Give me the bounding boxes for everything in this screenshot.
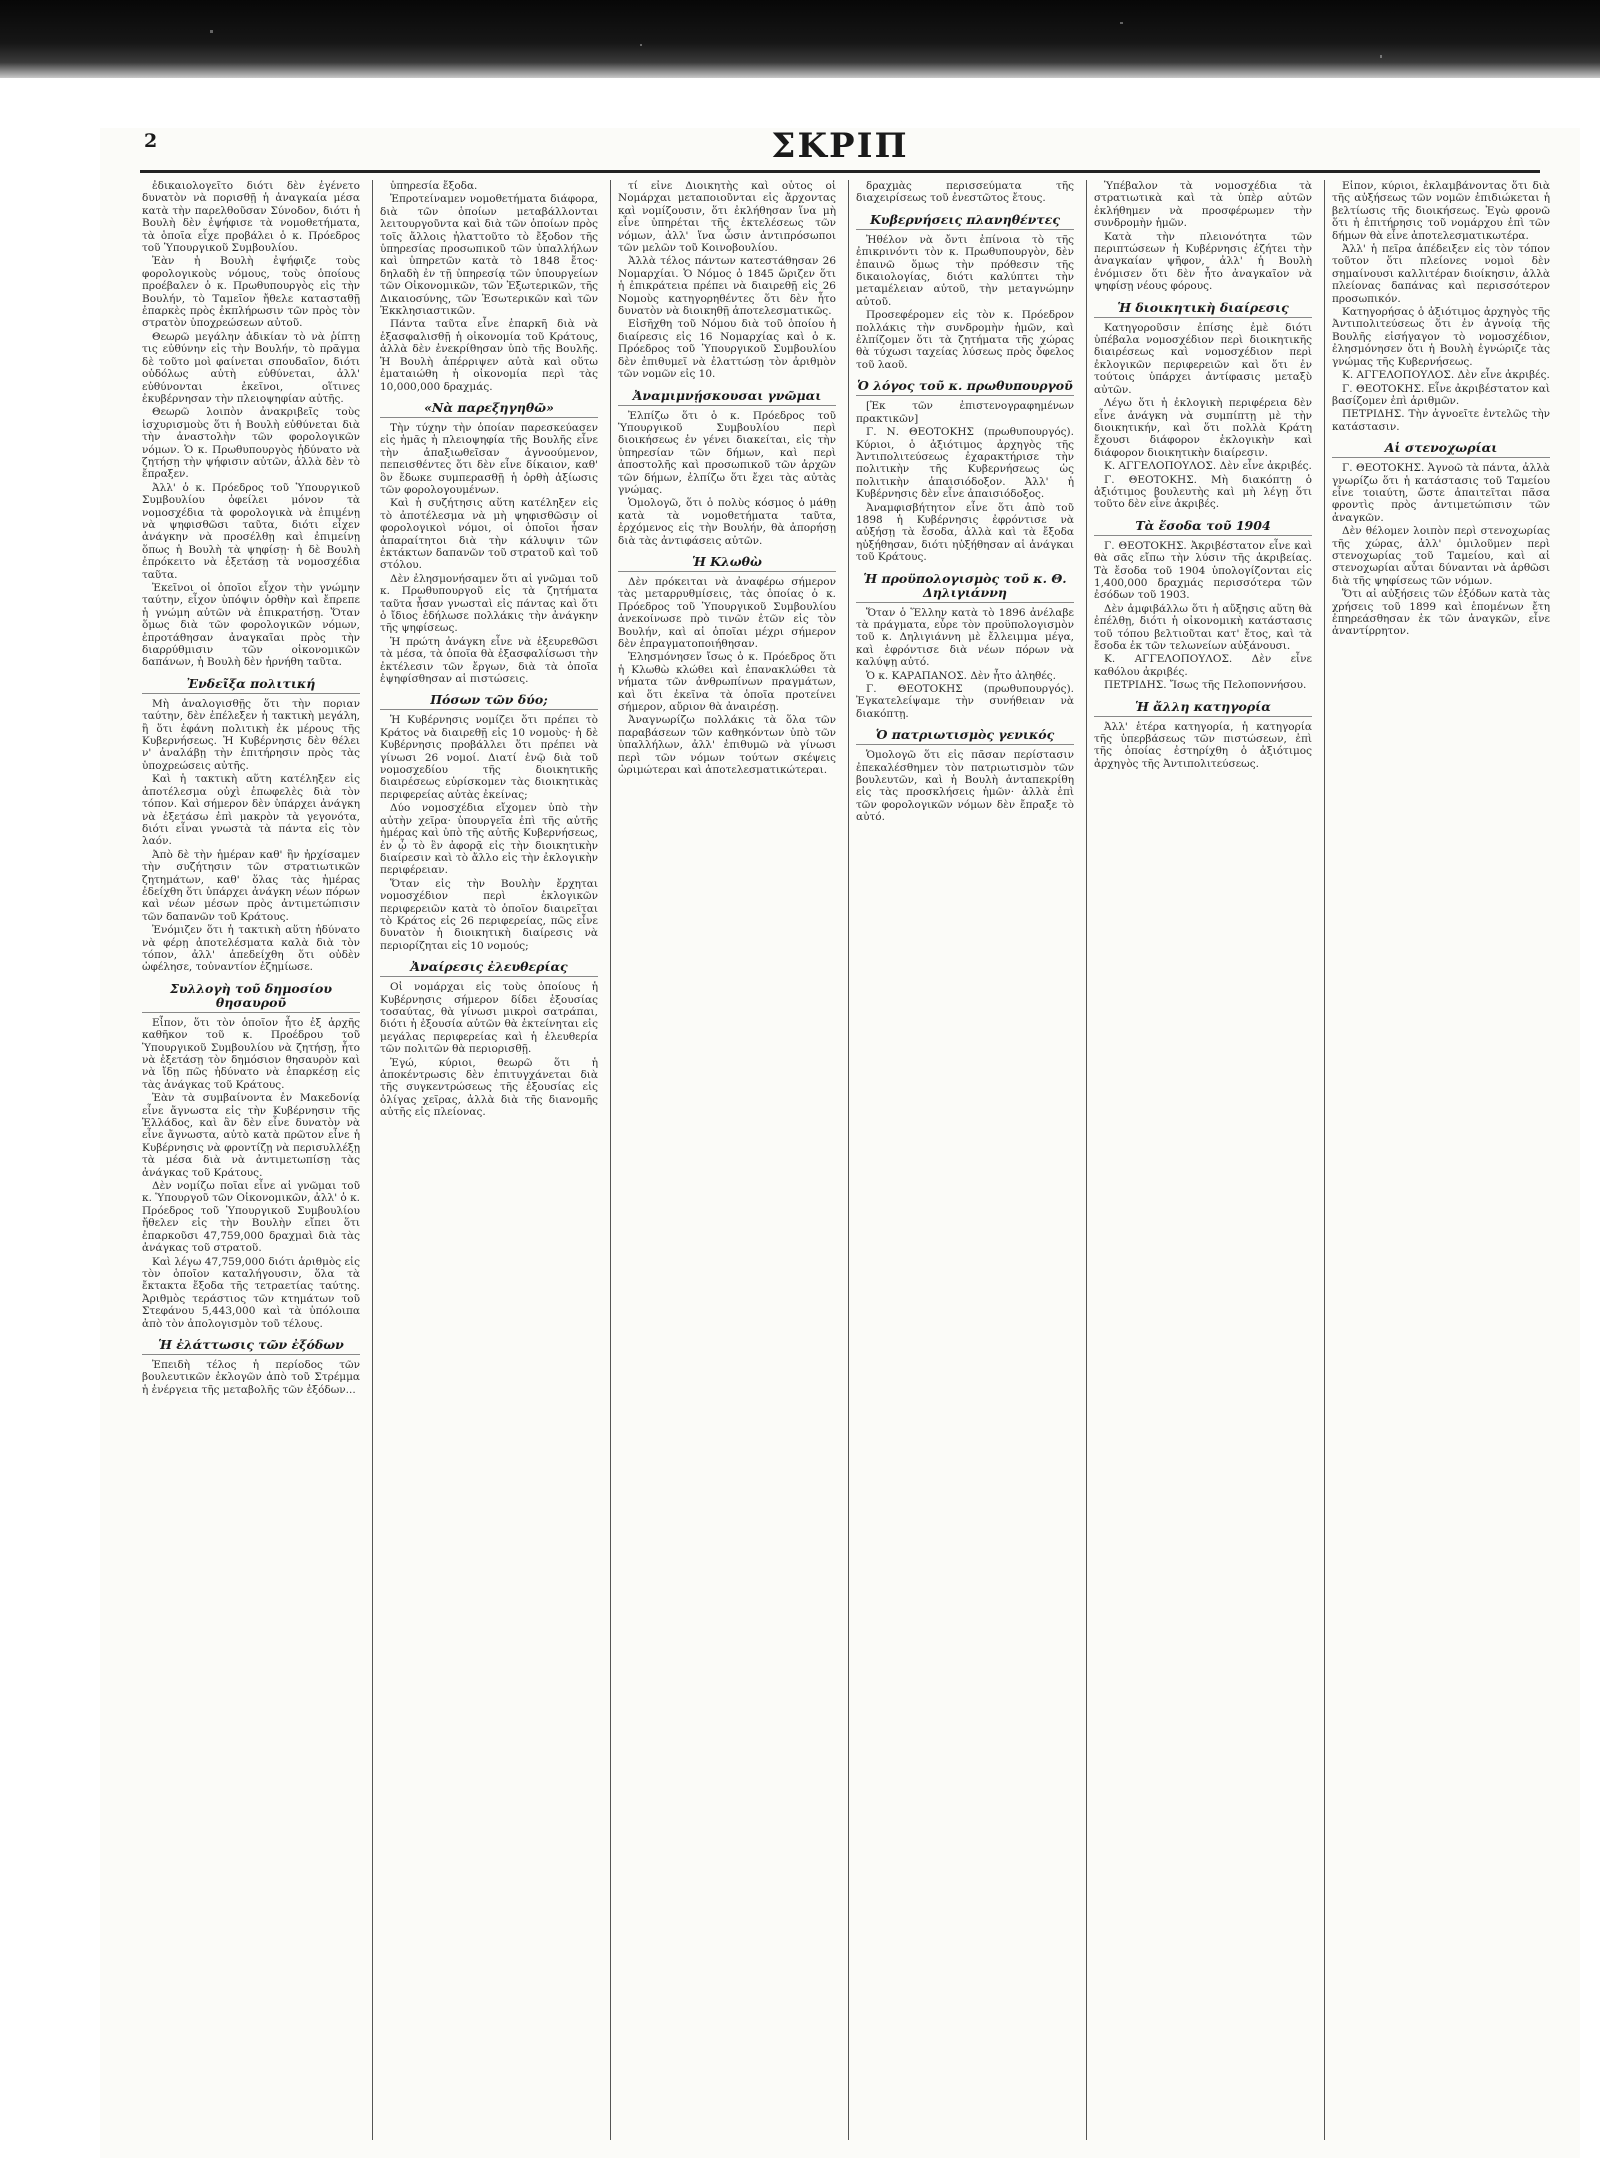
article-paragraph: Ὁ κ. ΚΑΡΑΠΑΝΟΣ. Δὲν ἦτο ἀληθές.: [866, 669, 1057, 682]
article-paragraph: Ὑπέβαλον τὰ νομοσχέδια τὰ στρατιωτικὰ καὶ τὰ ὑπὲρ αὐτῶν ἐκλήθημεν νὰ προσφέρωμεν τὴν συνδρομὴν ἡμῶν.: [1094, 180, 1312, 230]
article-paragraph: δραχμὰς περισσεύματα τῆς διαχειρίσεως τοῦ ἐνεστῶτος ἔτους.: [856, 180, 1074, 205]
article-paragraph: Καὶ ἡ τακτικὴ αὕτη κατέληξεν εἰς ἀποτέλεσμα οὐχὶ ἐπωφελὲς διὰ τὸν τόπον. Καὶ σήμερον δὲν ὑπάρχει ἀνάγκη νὰ ἐξετάσω ἐπὶ μακρὸν τὰ γεγονότα, διότι εἶναι γνωστὰ τὰ πάντα εἰς τὸν λαόν.: [142, 773, 360, 848]
article-paragraph: Εἶπον, ὅτι τὸν ὁποῖον ἦτο ἐξ ἀρχῆς καθῆκον τοῦ κ. Προέδρου τοῦ Ὑπουργικοῦ Συμβουλίου νὰ ζητήσῃ, ἦτο νὰ ἐξετάσῃ τὸν δημόσιον θησαυρὸν καὶ νὰ ἴδῃ πῶς ἠδύνατο νὰ ἐπαρκέσῃ εἰς τὰς ἀνάγκας τοῦ Κράτους.: [142, 1016, 360, 1091]
article-paragraph: Εἶπον, κύριοι, ἐκλαμβάνοντας ὅτι διὰ τῆς αὐξήσεως τῶν νομῶν ἐπιδιώκεται ἡ βελτίωσις τῆς διοικήσεως. Ἐγὼ φρονῶ ὅτι ἡ ἐπιτήρησις τοῦ νομάρχου ἐπὶ τῶν δήμων θὰ εἶνε ἀποτελεσματικωτέρα.: [1332, 180, 1550, 242]
page-number: 2: [144, 130, 158, 152]
article-paragraph: Δύο νομοσχέδια εἴχομεν ὑπὸ τὴν αὐτὴν χεῖρα· ὑπουργεῖα ἐπὶ τῆς αὐτῆς ἡμέρας καὶ ὑπὸ τῆς αὐτῆς Κυβερνήσεως, ἐν ᾧ τὸ ἓν ἀφορᾷ εἰς τὴν διοικητικὴν διαίρεσιν καὶ τὸ ἄλλο εἰς τὴν ἐκλογικὴν περιφέρειαν.: [380, 802, 598, 877]
section-heading: Αἱ στενοχωρίαι: [1332, 441, 1550, 458]
section-heading: Ἐνδεῖξα πολιτική: [142, 677, 360, 694]
article-paragraph: Ἐγώ, κύριοι, θεωρῶ ὅτι ἡ ἀποκέντρωσις δὲν ἐπιτυγχάνεται διὰ τῆς συγκεντρώσεως τῆς ἐξουσίας εἰς ὀλίγας χεῖρας, ἀλλὰ διὰ τῆς διανομῆς αὐτῆς εἰς πλείονας.: [380, 1056, 598, 1119]
article-paragraph: Ὅταν εἰς τὴν Βουλὴν ἔρχηται νομοσχέδιον περὶ ἐκλογικῶν περιφερειῶν κατὰ τὸ ὁποῖον διαιρεῖται τὸ Κράτος εἰς 26 περιφερείας, πῶς εἶνε δυνατὸν ἡ διοικητικὴ διαίρεσις νὰ περιορίζηται εἰς 10 νομούς;: [380, 877, 598, 952]
article-paragraph: ἐδικαιολογεῖτο διότι δὲν ἐγένετο δυνατὸν νὰ πορισθῇ ἡ ἀναγκαία μέσα κατὰ τὴν παρελθοῦσαν Σύνοδον, διότι ἡ Βουλὴ δὲν ἐψήφισε τὰ νομοθετήματα, τὰ ὁποῖα εἶχε προβάλει ὁ κ. Πρόεδρος τοῦ Ὑπουργικοῦ Συμβουλίου.: [142, 180, 360, 255]
column-4: [856, 180, 1074, 2148]
section-heading: Συλλογὴ τοῦ δημοσίου θησαυροῦ: [142, 982, 360, 1013]
article-paragraph: Πάντα ταῦτα εἶνε ἐπαρκῆ διὰ νὰ ἐξασφαλισθῇ ἡ οἰκονομία τοῦ Κράτους, ἀλλὰ δὲν ἐνεκρίθησαν ὑπὸ τῆς Βουλῆς. Ἡ Βουλὴ ἀπέρριψεν αὐτὰ καὶ οὕτω ἐματαιώθη ἡ οἰκονομία περὶ τὰς 10,000,000 δραχμάς.: [380, 318, 598, 393]
article-paragraph: Κατηγοροῦσιν ἐπίσης ἐμὲ διότι ὑπέβαλα νομοσχέδιον περὶ διοικητικῆς διαιρέσεως καὶ νομοσχέδιον περὶ ἐκλογικῶν περιφερειῶν καὶ ὅτι ἐν τούτοις ὑπάρχει ἀντίφασις μεταξὺ αὐτῶν.: [1094, 321, 1312, 396]
article-paragraph: Δὲν ἐλησμονήσαμεν ὅτι αἱ γνῶμαι τοῦ κ. Πρωθυπουργοῦ εἰς τὰ ζητήματα ταῦτα ἦσαν γνωσταὶ εἰς πάντας καὶ ὅτι ὁ ἴδιος ἐδήλωσε πολλάκις τὴν ἀνάγκην τῆς ψηφίσεως.: [380, 572, 598, 635]
column-5: [1094, 180, 1312, 2148]
article-paragraph: Ἡ Κυβέρνησις νομίζει ὅτι πρέπει τὸ Κράτος νὰ διαιρεθῇ εἰς 10 νομοὺς· ἡ δὲ Κυβέρνησις προβάλλει ὅτι πρέπει νὰ γίνωσι 26 νομοί. Διατί ἐνῷ διὰ τοῦ νομοσχεδίου τῆς διοικητικῆς διαιρέσεως εὑρίσκομεν τὰς διοικητικὰς περιφερείας αὐτὰς ἐκείνας;: [380, 714, 598, 801]
masthead: [100, 128, 1580, 168]
article-paragraph: ΠΕΤΡΙΔΗΣ. Ἴσως τῆς Πελοποννήσου.: [1104, 679, 1307, 692]
column-divider: [610, 180, 611, 2140]
column-divider: [372, 180, 373, 2140]
article-paragraph: Καὶ ἡ συζήτησις αὕτη κατέληξεν εἰς τὸ ἀποτέλεσμα νὰ μὴ ψηφισθῶσιν οἱ φορολογικοὶ νόμοι, οἱ ὁποῖοι ἦσαν ἀπαραίτητοι διὰ τὴν κάλυψιν τῶν ἐκτάκτων δαπανῶν τοῦ στρατοῦ καὶ τοῦ στόλου.: [380, 497, 598, 572]
column-divider: [1086, 180, 1087, 2140]
article-paragraph: Κατὰ τὴν πλειονότητα τῶν περιπτώσεων ἡ Κυβέρνησις ἐζήτει τὴν ἀναγκαίαν ψῆφον, ἀλλ' ἡ Βουλὴ ἐνόμισεν ὅτι δὲν ἦτο ἀναγκαῖον νὰ ψηφίσῃ νέους φόρους.: [1094, 230, 1312, 293]
newspaper-title: ΣΚΡΙΠ: [771, 126, 909, 166]
article-paragraph: Καὶ λέγω 47,759,000 διότι ἀριθμὸς εἰς τὸν ὁποῖον καταλήγουσιν, ὅλα τὰ ἔκτακτα ἔξοδα τῆς τετραετίας ταύτης. Ἀριθμὸς τεράστιος τῶν κτημάτων τοῦ Στεφάνου 5,443,000 καὶ τὰ ὑπόλοιπα ἀπὸ τὸν ἀπολογισμὸν τοῦ τέλους.: [142, 1255, 360, 1330]
article-paragraph: Ἀλλ' ἑτέρα κατηγορία, ἡ κατηγορία τῆς ὑπερβάσεως τῶν πιστώσεων, ἐπὶ τῆς ὁποίας ἐστηρίχθη ὁ ἀξιότιμος ἀρχηγὸς τῆς Ἀντιπολιτεύσεως.: [1094, 720, 1312, 770]
article-paragraph: Ἐπροτείναμεν νομοθετήματα διάφορα, διὰ τῶν ὁποίων μεταβάλλονται λειτουργοῦντα καὶ διὰ τῶν ὁποίων πρὸς τοῖς ἄλλοις ἠλαττοῦτο τὸ ἔξοδον τῆς ὑπηρεσίας προσωπικοῦ τῶν ὑπαλλήλων καὶ ὑπηρετῶν κατὰ τὸ 1848 ἔτος· δηλαδὴ ἐν τῇ ὑπηρεσίᾳ τῶν ὑπουργείων τῶν Οἰκονομικῶν, τῶν Ἐξωτερικῶν, τῆς Δικαιοσύνης, τῶν Ἐσωτερικῶν καὶ τῶν Ἐκκλησιαστικῶν.: [380, 193, 598, 318]
header-rule: [140, 170, 1540, 173]
article-paragraph: Δὲν θέλομεν λοιπὸν περὶ στενοχωρίας τῆς χώρας, ἀλλ' ὁμιλοῦμεν περὶ στενοχωρίας τοῦ Ταμείου, καὶ αἱ στενοχωρίαι αὗται δύνανται νὰ ἀρθῶσι διὰ τῆς ψηφίσεως τῶν νόμων.: [1332, 525, 1550, 587]
section-heading: Ἡ διοικητικὴ διαίρεσις: [1094, 301, 1312, 318]
column-3: [618, 180, 836, 2148]
section-heading: «Νὰ παρεξηγηθῶ»: [380, 401, 598, 418]
section-heading: Ἀναίρεσις ἐλευθερίας: [380, 960, 598, 977]
article-paragraph: Γ. ΘΕΟΤΟΚΗΣ. Εἶνε ἀκριβέστατον καὶ βασίζομεν ἐπὶ ἀριθμῶν.: [1332, 382, 1550, 407]
article-paragraph: τί εἶνε Διοικητὴς καὶ οὗτος οἱ Νομάρχαι μεταποιοῦνται εἰς ἄρχοντας καὶ νομίζουσιν, ὅτι ἐκλήθησαν ἵνα μὴ εἶνε ὑπηρέται τῆς ἐκτελέσεως τῶν νόμων, ἀλλ' ἵνα ὦσιν ἀντιπρόσωποι τῶν μελῶν τοῦ Κοινοβουλίου.: [618, 180, 836, 255]
article-paragraph: Γ. ΘΕΟΤΟΚΗΣ. Ἀκριβέστατον εἶνε καὶ θὰ σᾶς εἴπω τὴν λύσιν τῆς ἀκριβείας. Τὰ ἔσοδα τοῦ 1904 ὑπολογίζονται εἰς 1,400,000 δραχμάς περισσότερα τῶν ἐσόδων τοῦ 1903.: [1094, 539, 1312, 602]
article-paragraph: Ἀπὸ δὲ τὴν ἡμέραν καθ' ἣν ἠρχίσαμεν τὴν συζήτησιν τῶν στρατιωτικῶν ζητημάτων, καθ' ὅλας τὰς ἡμέρας ἐδείχθη ὅτι ὑπάρχει ἀνάγκη νέων πόρων καὶ νέων μέσων πρὸς ἀντιμετώπισιν τῶν δαπανῶν τοῦ Κράτους.: [142, 848, 360, 923]
article-paragraph: Ἐὰν τὰ συμβαίνοντα ἐν Μακεδονίᾳ εἶνε ἄγνωστα εἰς τὴν Κυβέρνησιν τῆς Ἑλλάδος, καὶ ἂν δὲν εἶνε δυνατὸν νὰ εἶνε ἄγνωστα, αὐτὸ κατὰ πρῶτον εἶνε ἡ Κυβέρνησις νὰ φροντίζῃ νὰ περισυλλέξῃ τὰ μέσα διὰ νὰ ἀντιμετωπίσῃ τὰς ἀνάγκας τοῦ Κράτους.: [142, 1092, 360, 1179]
article-paragraph: Ἐλησμόνησεν ἴσως ὁ κ. Πρόεδρος ὅτι ἡ Κλωθὼ κλώθει καὶ ἐπανακλώθει τὰ νήματα τῶν ἀνθρωπίνων πραγμάτων, καὶ ὅτι ἐκεῖνα τὰ ὁποῖα προτείνει σήμερον, αὔριον θὰ ἀναιρέσῃ.: [618, 651, 836, 714]
article-paragraph: Ὅτι αἱ αὐξήσεις τῶν ἐξόδων κατὰ τὰς χρήσεις τοῦ 1899 καὶ ἑπομένων ἔτη ἐπηρεάσθησαν ἐκ τῶν ἀναγκῶν, εἶνε ἀναντίρρητον.: [1332, 588, 1550, 638]
article-paragraph: Γ. ΘΕΟΤΟΚΗΣ (πρωθυπουργός). Ἐγκατελείψαμε τὴν συνήθειαν νὰ διακόπτῃ.: [856, 683, 1074, 720]
article-paragraph: Ὁμολογῶ ὅτι εἰς πᾶσαν περίστασιν ἐπεκαλέσθημεν τὸν πατριωτισμὸν τῶν βουλευτῶν, καὶ ἡ Βουλὴ ἀνταπεκρίθη εἰς τὰς προσκλήσεις ἡμῶν· ἀλλὰ ἐπὶ τῶν φορολογικῶν νόμων δὲν ἔπραξε τὸ αὐτό.: [856, 749, 1074, 824]
section-heading: Ἡ προϋπολογισμὸς τοῦ κ. Θ. Δηλιγιάννη: [856, 572, 1074, 603]
article-paragraph: Μὴ ἀναλογισθῇς ὅτι τὴν ποριαν ταύτην, δὲν ἐπέλεξεν ἡ τακτικὴ μεγάλη, ἢ ὅτι ἐφάνη πολιτικὴ ἐκ μέρους τῆς Κυβερνήσεως. Ἡ Κυβέρνησις δὲν θέλει ν' ἀναλάβῃ τὴν ἐπιτήρησιν πρὸς τὰς ὑποχρεώσεις αὐτῆς.: [142, 697, 360, 772]
section-heading: Ἡ ἄλλη κατηγορία: [1094, 700, 1312, 717]
article-paragraph: Ἀναγνωρίζω πολλάκις τὰ ὅλα τῶν παραβάσεων τῶν καθηκόντων ὑπὸ τῶν ὑπαλλήλων, ἀλλ' ἐπιθυμῶ νὰ γίνωσι περὶ τῶν νόμων τούτων σκέψεις ὡριμώτεραι καὶ ἀποτελεσματικώτεραι.: [618, 714, 836, 777]
article-paragraph: Ἡ πρώτη ἀνάγκη εἶνε νὰ ἐξευρεθῶσι τὰ μέσα, τὰ ὁποῖα θὰ ἐξασφαλίσωσι τὴν ἐκτέλεσιν τῶν ἔργων, διὰ τὰ ὁποῖα ἐψηφίσθησαν αἱ πιστώσεις.: [380, 635, 598, 686]
article-paragraph: Κατηγορήσας ὁ ἀξιότιμος ἀρχηγὸς τῆς Ἀντιπολιτεύσεως ὅτι ἐν ἀγνοίᾳ τῆς Βουλῆς εἰσήγαγον τὸ νομοσχέδιον, ἐλησμόνησεν ὅτι ἡ Βουλὴ ἐγνώριζε τὰς γνώμας τῆς Κυβερνήσεως.: [1332, 306, 1550, 368]
article-paragraph: Δὲν πρόκειται νὰ ἀναφέρω σήμερον τὰς μεταρρυθμίσεις, τὰς ὁποίας ὁ κ. Πρόεδρος τοῦ Ὑπουργικοῦ Συμβουλίου ἀνεκοίνωσε πρὸ τινῶν ἐτῶν εἰς τὸν Βουλήν, καὶ αἱ ὁποῖαι μέχρι σήμερον δὲν ἐπραγματοποιήθησαν.: [618, 575, 836, 650]
section-heading: Ὁ πατριωτισμὸς γενικός: [856, 728, 1074, 745]
column-1: [142, 180, 360, 2148]
article-paragraph: Ἀλλ' ἡ πεῖρα ἀπέδειξεν εἰς τὸν τόπον τοῦτον ὅτι πλείονες νομοὶ δὲν σημαίνουσι καλλιτέραν διοίκησιν, ἀλλὰ πλείονας δαπάνας καὶ περισσότερον προσωπικόν.: [1332, 243, 1550, 305]
section-heading: Κυβερνήσεις πλανηθέντες: [856, 213, 1074, 230]
article-paragraph: Κ. ΑΓΓΕΛΟΠΟΥΛΟΣ. Δὲν εἶνε ἀκριβές.: [1342, 369, 1550, 382]
article-paragraph: Ἀλλὰ τέλος πάντων κατεστάθησαν 26 Νομαρχίαι. Ὁ Νόμος ὁ 1845 ὥριζεν ὅτι ἡ ἐπικράτεια πρέπει νὰ διαιρεθῇ εἰς 26 Νομοὺς κατηγορηθέντες ὅτι δὲν ἦτο δυνατὸν νὰ διοικηθῇ ἀποτελεσματικῶς.: [618, 255, 836, 318]
scan-border: [0, 0, 1600, 78]
section-heading: Ἡ Κλωθὼ: [618, 555, 836, 572]
article-paragraph: Ἐνόμιζεν ὅτι ἡ τακτικὴ αὕτη ἠδύνατο νὰ φέρῃ ἀποτελέσματα καλὰ διὰ τὸν τόπον, ἀλλ' ἀπεδείχθη ὅτι οὐδὲν ὠφέλησε, τοὐναντίον ἐζημίωσε.: [142, 924, 360, 974]
column-2: [380, 180, 598, 2148]
section-heading: Ἡ ἐλάττωσις τῶν ἐξόδων: [142, 1338, 360, 1355]
article-paragraph: Θεωρῶ μεγάλην ἀδικίαν τὸ νὰ ῥίπτῃ τις εὐθύνην εἰς τὴν Βουλήν, τὸ πρᾶγμα δὲ τοῦτο μοὶ φαίνεται σπουδαῖον, διότι οὐδόλως αὐτὴ εὐθύνεται, ἀλλ' εὐθύνονται ἐκεῖνοι, οἵτινες ἐκυβέρνησαν τὴν πλειοψηφίαν αὐτῆς.: [142, 330, 360, 405]
article-paragraph: Προσεφέρομεν εἰς τὸν κ. Πρόεδρον πολλάκις τὴν συνδρομὴν ἡμῶν, καὶ ἐλπίζομεν ὅτι τὰ ζητήματα τῆς χώρας θὰ τύχωσι ταχείας λύσεως πρὸς ὄφελος τοῦ λαοῦ.: [856, 309, 1074, 371]
article-paragraph: Ἐπειδὴ τέλος ἡ περίοδος τῶν βουλευτικῶν ἐκλογῶν ἀπὸ τοῦ Στρέμμα ἡ ἐνέργεια τῆς μεταβολῆς τῶν ἐξόδων...: [142, 1358, 360, 1396]
article-paragraph: Γ. ΘΕΟΤΟΚΗΣ. Μὴ διακόπτῃ ὁ ἀξιότιμος βουλευτὴς καὶ μὴ λέγῃ ὅτι τοῦτο δὲν εἶνε ἀκριβές.: [1094, 473, 1312, 511]
section-heading: Πόσων τῶν δύο;: [380, 693, 598, 710]
article-paragraph: Οἱ νομάρχαι εἰς τοὺς ὁποίους ἡ Κυβέρνησις σήμερον δίδει ἐξουσίας τοσαύτας, θὰ γίνωσι μικροὶ σατράπαι, διότι ἡ ἐξουσία αὐτῶν θὰ ἐκτείνηται εἰς μεγάλας περιφερείας καὶ ἡ ἐλευθερία τῶν πολιτῶν θὰ περιορισθῇ.: [380, 981, 598, 1056]
article-paragraph: Κ. ΑΓΓΕΛΟΠΟΥΛΟΣ. Δὲν εἶνε καθόλου ἀκριβές.: [1094, 653, 1312, 678]
article-paragraph: Γ. ΘΕΟΤΟΚΗΣ. Ἀγνοῶ τὰ πάντα, ἀλλὰ γνωρίζω ὅτι ἡ κατάστασις τοῦ Ταμείου εἶνε τοιαύτη, ὥστε ἀπαιτεῖται πᾶσα φροντὶς πρὸς ἀντιμετώπισιν τῶν ἀναγκῶν.: [1332, 462, 1550, 524]
article-paragraph: Δὲν ἀμφιβάλλω ὅτι ἡ αὔξησις αὕτη θὰ ἐπέλθῃ, διότι ἡ οἰκονομικὴ κατάστασις τοῦ τόπου βελτιοῦται κατ' ἔτος, καὶ τὰ ἔσοδα ἐκ τῶν τελωνείων αὐξάνουσι.: [1094, 602, 1312, 652]
article-paragraph: Ἠθέλον νὰ ὄντι ἐπίνοια τὸ τῆς ἐπικρινόντι τὸν κ. Πρωθυπουργὸν, δὲν ἐπαινῶ ὅμως τὴν πρόθεσιν τῆς δικαιολογίας, διότι καλύπτει τὴν μεταμέλειαν αὐτοῦ, τὴν μεταγνώμην αὐτοῦ.: [856, 233, 1074, 308]
article-paragraph: Ἐλπίζω ὅτι ὁ κ. Πρόεδρος τοῦ Ὑπουργικοῦ Συμβουλίου περὶ διοικήσεως ἐν γένει διακείται, εἰς τὴν ὑπηρεσίαν τῶν δήμων, καὶ περὶ ἀποστολῆς καὶ προσωπικοῦ τῶν ἀρχῶν τῶν δήμων, ἐλπίζω ὅτι ἔχει τὰς αὐτὰς γνώμας.: [618, 409, 836, 496]
newspaper-page: [100, 128, 1580, 2158]
column-6: [1332, 180, 1550, 2148]
section-heading: Τὰ ἔσοδα τοῦ 1904: [1094, 519, 1312, 536]
column-divider: [848, 180, 849, 2140]
article-paragraph: Ὅταν ὁ Ἕλλην κατὰ τὸ 1896 ἀνέλαβε τὰ πράγματα, εὗρε τὸν προϋπολογισμὸν τοῦ κ. Δηλιγιάννη μὲ ἔλλειμμα μέγα, καὶ ἐφρόντισε διὰ νέων πόρων νὰ καλύψῃ αὐτό.: [856, 606, 1074, 669]
article-paragraph: Θεωρῶ λοιπὸν ἀνακριβεῖς τοὺς ἰσχυρισμοὺς ὅτι ἡ Βουλὴ εὐθύνεται διὰ τὴν ἀναστολὴν τῶν φορολογικῶν νόμων. Ὁ κ. Πρωθυπουργὸς ἠδύνατο νὰ ζητήσῃ τὴν ψήφισιν αὐτῶν, ἀλλὰ δὲν τὸ ἔπραξεν.: [142, 406, 360, 481]
article-paragraph: Κ. ΑΓΓΕΛΟΠΟΥΛΟΣ. Δὲν εἶνε ἀκριβές.: [1104, 460, 1312, 473]
section-heading: Ἀναμιμνῄσκουσαι γνῶμαι: [618, 389, 836, 406]
article-paragraph: ὑπηρεσία ἔξοδα.: [390, 180, 478, 192]
article-paragraph: Τὴν τύχην τὴν ὁποίαν παρεσκεύασεν εἰς ἡμᾶς ἡ πλειοψηφία τῆς Βουλῆς εἶνε τὴν ἀπαξιωθεῖσαν ἀγνοούμενον, πεπεισθέντες ὅτι δὲν εἶνε δίκαιον, καθ' ὃν ἔδωκε συμπερασθῇ ἡ ὀρθὴ ἀξίωσις τῶν φορολογουμένων.: [380, 421, 598, 496]
article-paragraph: Δὲν νομίζω ποῖαι εἶνε αἱ γνῶμαι τοῦ κ. Ὑπουργοῦ τῶν Οἰκονομικῶν, ἀλλ' ὁ κ. Πρόεδρος τοῦ Ὑπουργικοῦ Συμβουλίου ἤθελεν εἰς τὴν Βουλὴν εἴπει ὅτι ἐπαρκοῦσι 47,759,000 δραχμαὶ διὰ τὰς ἀνάγκας τοῦ στρατοῦ.: [142, 1180, 360, 1255]
article-paragraph: Ὁμολογῶ, ὅτι ὁ πολὺς κόσμος ὁ μάθῃ κατὰ τὰ νομοθετήματα ταῦτα, ἐρχόμενος εἰς τὴν Βουλήν, θὰ ἀπορήσῃ διὰ τὰς ἀντιφάσεις αὐτῶν.: [618, 497, 836, 547]
article-paragraph: Ἀλλ' ὁ κ. Πρόεδρος τοῦ Ὑπουργικοῦ Συμβουλίου ὀφείλει μόνον τὰ νομοσχέδια τὰ φορολογικὰ νὰ ἐπιμένῃ νὰ ψηφισθῶσι ταῦτα, διότι εἶχεν ἀνάγκην νὰ προσέλθῃ καὶ ἐπιμείνῃ ὅπως ἡ Βουλὴ τὰ ψηφίσῃ· ἡ δὲ Βουλὴ ἐπρόκειτο νὰ ἐξετάσῃ τὰ νομοσχέδια ταῦτα.: [142, 481, 360, 581]
article-paragraph: Ἐκεῖνοι οἱ ὁποῖοι εἶχον τὴν γνώμην ταύτην, εἶχον ὑπόψιν ὀρθὴν καὶ ἔπρεπε ἡ γνώμη αὐτῶν νὰ ἐπικρατήσῃ. Ὅταν ὅμως διὰ τῶν φορολογικῶν νόμων, ἐπροτάθησαν ἀναγκαῖαι πρὸς τὴν διαρρύθμισιν τῶν οἰκονομικῶν δαπάνων, ἡ Βουλὴ δὲν ἠρνήθη ταῦτα.: [142, 582, 360, 669]
article-paragraph: Γ. Ν. ΘΕΟΤΟΚΗΣ (πρωθυπουργός). Κύριοι, ὁ ἀξιότιμος ἀρχηγὸς τῆς Ἀντιπολιτεύσεως ἐχαρακτήρισε τὴν πολιτικὴν τῆς Κυβερνήσεως ὡς πολιτικὴν ἀπαισιόδοξον. Ἀλλ' ἡ Κυβέρνησις δὲν εἶνε ἀπαισιόδοξος.: [856, 426, 1074, 501]
article-paragraph: [Ἐκ τῶν ἐπιστενογραφημένων πρακτικῶν]: [856, 400, 1074, 425]
article-paragraph: Λέγω ὅτι ἡ ἐκλογικὴ περιφέρεια δὲν εἶνε ἀνάγκη νὰ συμπίπτῃ μὲ τὴν διοικητικήν, καὶ ὅτι πολλὰ Κράτη ἔχουσι διάφορον ἐκλογικὴν καὶ διάφορον διοικητικὴν διαίρεσιν.: [1094, 397, 1312, 459]
article-paragraph: Ἐὰν ἡ Βουλὴ ἐψήφιζε τοὺς φορολογικοὺς νόμους, τοὺς ὁποίους προέβαλεν ὁ κ. Πρωθυπουργὸς εἰς τὴν Βουλήν, τὸ Ταμεῖον ἤθελε κατασταθῇ ἐπαρκὲς πρὸς ἐκπλήρωσιν τῶν πρὸς τὸν στρατὸν ὑποχρεώσεων αὐτοῦ.: [142, 255, 360, 330]
article-paragraph: Ἀναμφισβήτητον εἶνε ὅτι ἀπὸ τοῦ 1898 ἡ Κυβέρνησις ἐφρόντισε νὰ αὐξήσῃ τὰ ἔσοδα, ἀλλὰ καὶ τὰ ἔξοδα ηὐξήθησαν, διότι ηὐξήθησαν αἱ ἀνάγκαι τοῦ Κράτους.: [856, 501, 1074, 564]
article-paragraph: Εἰσῆχθη τοῦ Νόμου διὰ τοῦ ὁποίου ἡ διαίρεσις εἰς 16 Νομαρχίας καὶ ὁ κ. Πρόεδρος τοῦ Ὑπουργικοῦ Συμβουλίου δὲν ἐπιθυμεῖ νὰ ἐλαττώσῃ τὸν ἀριθμὸν τῶν νομῶν εἰς 10.: [618, 318, 836, 381]
article-paragraph: ΠΕΤΡΙΔΗΣ. Τὴν ἀγνοεῖτε ἐντελῶς τὴν κατάστασιν.: [1332, 408, 1550, 433]
column-divider: [1324, 180, 1325, 2140]
section-heading: Ὁ λόγος τοῦ κ. πρωθυπουργοῦ: [856, 379, 1074, 396]
